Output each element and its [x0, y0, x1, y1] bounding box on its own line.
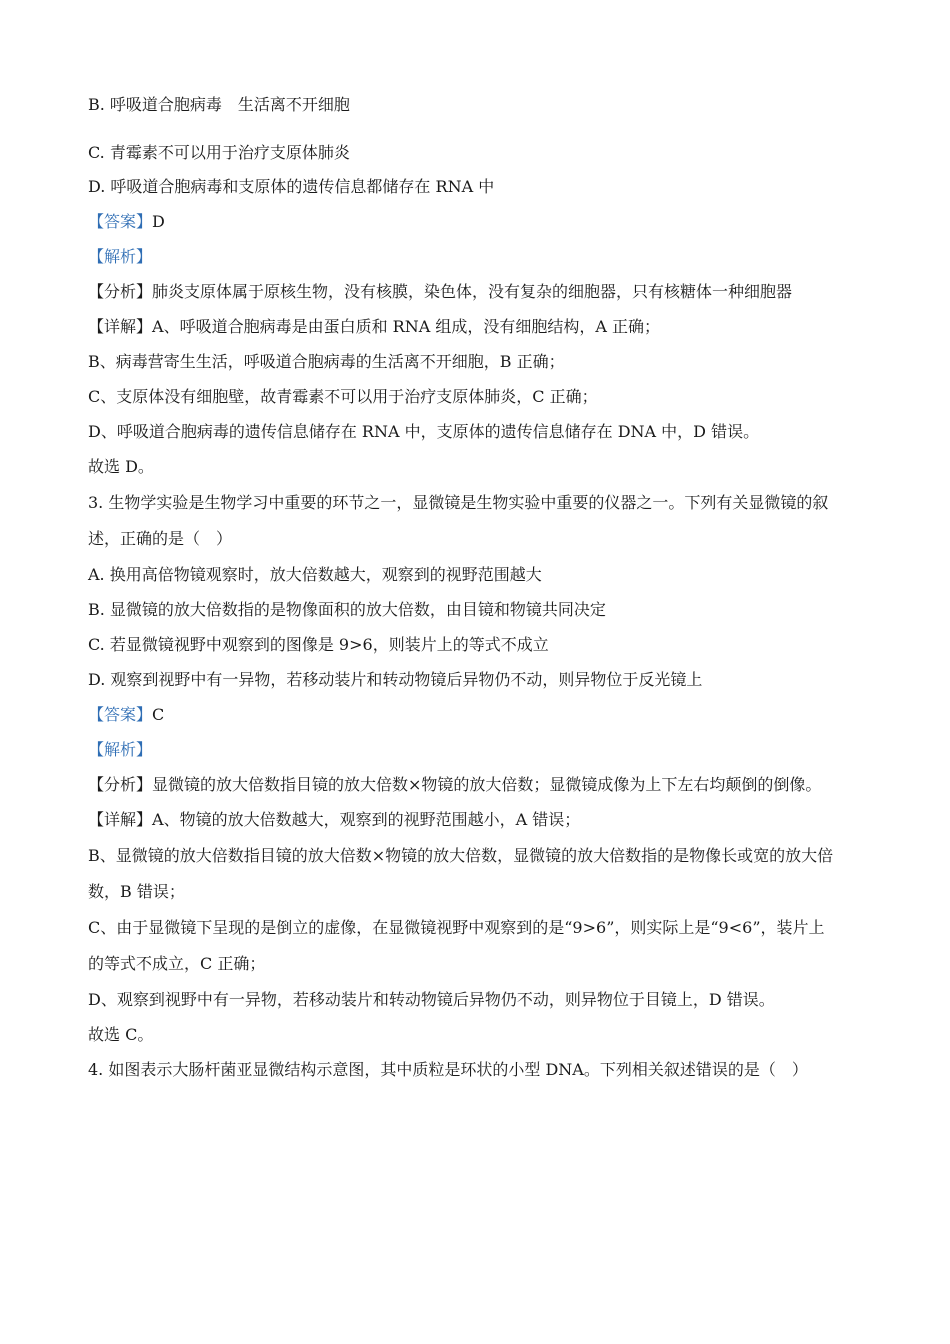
q3-option-d: D. 观察到视野中有一异物，若移动装片和转动物镜后异物仍不动，则异物位于反光镜上 — [88, 670, 703, 689]
q3-option-a: A. 换用高倍物镜观察时，放大倍数越大，观察到的视野范围越大 — [88, 565, 542, 584]
q3-option-b: B. 显微镜的放大倍数指的是物像面积的放大倍数，由目镜和物镜共同决定 — [88, 600, 606, 619]
q3-option-c: C. 若显微镜视野中观察到的图像是 9>6，则装片上的等式不成立 — [88, 635, 549, 654]
xiangjie-text: A、物镜的放大倍数越大，观察到的视野范围越小，A 错误； — [152, 810, 581, 829]
fenxi-text: 显微镜的放大倍数指目镜的放大倍数×物镜的放大倍数；显微镜成像为上下左右均颠倒的倒像。 — [152, 775, 822, 794]
q2-conclusion: 故选 D。 — [88, 457, 154, 476]
answer-value: C — [152, 705, 165, 724]
q2-answer-line — [88, 211, 890, 233]
fenxi-tag: 【分析】 — [88, 282, 153, 301]
q3-conclusion: 故选 C。 — [88, 1025, 154, 1044]
q2-option-d: D. 呼吸道合胞病毒和支原体的遗传信息都储存在 RNA 中 — [88, 177, 495, 196]
q2-analysis-tag: 【解析】 — [88, 247, 153, 266]
q2-option-c: C. 青霉素不可以用于治疗支原体肺炎 — [88, 143, 350, 162]
q2-xiangjie-a — [88, 316, 890, 338]
q2-option-b: B. 呼吸道合胞病毒 生活离不开细胞 — [88, 95, 350, 114]
xiangjie-text: A、呼吸道合胞病毒是由蛋白质和 RNA 组成，没有细胞结构，A 正确； — [152, 317, 660, 336]
fenxi-tag: 【分析】 — [88, 775, 153, 794]
q3-xiangjie-c-line2: 的等式不成立，C 正确； — [88, 954, 266, 973]
q4-stem: 4. 如图表示大肠杆菌亚显微结构示意图，其中质粒是环状的小型 DNA。下列相关叙述错误的是（ ） — [88, 1060, 808, 1079]
xiangjie-tag: 【详解】 — [88, 810, 153, 829]
q3-xiangjie-c-line1: C、由于显微镜下呈现的是倒立的虚像，在显微镜视野中观察到的是“9>6”，则实际上是“9<6”，装片上 — [88, 918, 825, 937]
q2-xiangjie-b: B、病毒营寄生生活，呼吸道合胞病毒的生活离不开细胞，B 正确； — [88, 352, 565, 371]
q3-answer-line — [88, 704, 890, 726]
xiangjie-tag: 【详解】 — [88, 317, 153, 336]
q2-fenxi — [88, 281, 890, 303]
answer-tag: 【答案】 — [88, 212, 153, 231]
q3-xiangjie-b-line1: B、显微镜的放大倍数指目镜的放大倍数×物镜的放大倍数，显微镜的放大倍数指的是物像长或宽的放大倍 — [88, 846, 834, 865]
q3-xiangjie-b-line2: 数，B 错误； — [88, 882, 185, 901]
q2-xiangjie-c: C、支原体没有细胞壁，故青霉素不可以用于治疗支原体肺炎，C 正确； — [88, 387, 598, 406]
q2-xiangjie-d: D、呼吸道合胞病毒的遗传信息储存在 RNA 中，支原体的遗传信息储存在 DNA 中，D 错误。 — [88, 422, 760, 441]
q3-xiangjie-d: D、观察到视野中有一异物，若移动装片和转动物镜后异物仍不动，则异物位于目镜上，D 错误。 — [88, 990, 775, 1009]
q3-fenxi — [88, 774, 890, 796]
answer-value: D — [152, 212, 165, 231]
q3-stem-line2: 述，正确的是（ ） — [88, 529, 233, 548]
q3-stem-line1: 3. 生物学实验是生物学习中重要的环节之一，显微镜是生物实验中重要的仪器之一。下列有关显微镜的叙 — [88, 493, 829, 512]
q3-analysis-tag: 【解析】 — [88, 740, 153, 759]
answer-tag: 【答案】 — [88, 705, 153, 724]
fenxi-text: 肺炎支原体属于原核生物，没有核膜，染色体，没有复杂的细胞器，只有核糖体一种细胞器 — [152, 282, 793, 301]
q3-xiangjie-a — [88, 809, 890, 831]
